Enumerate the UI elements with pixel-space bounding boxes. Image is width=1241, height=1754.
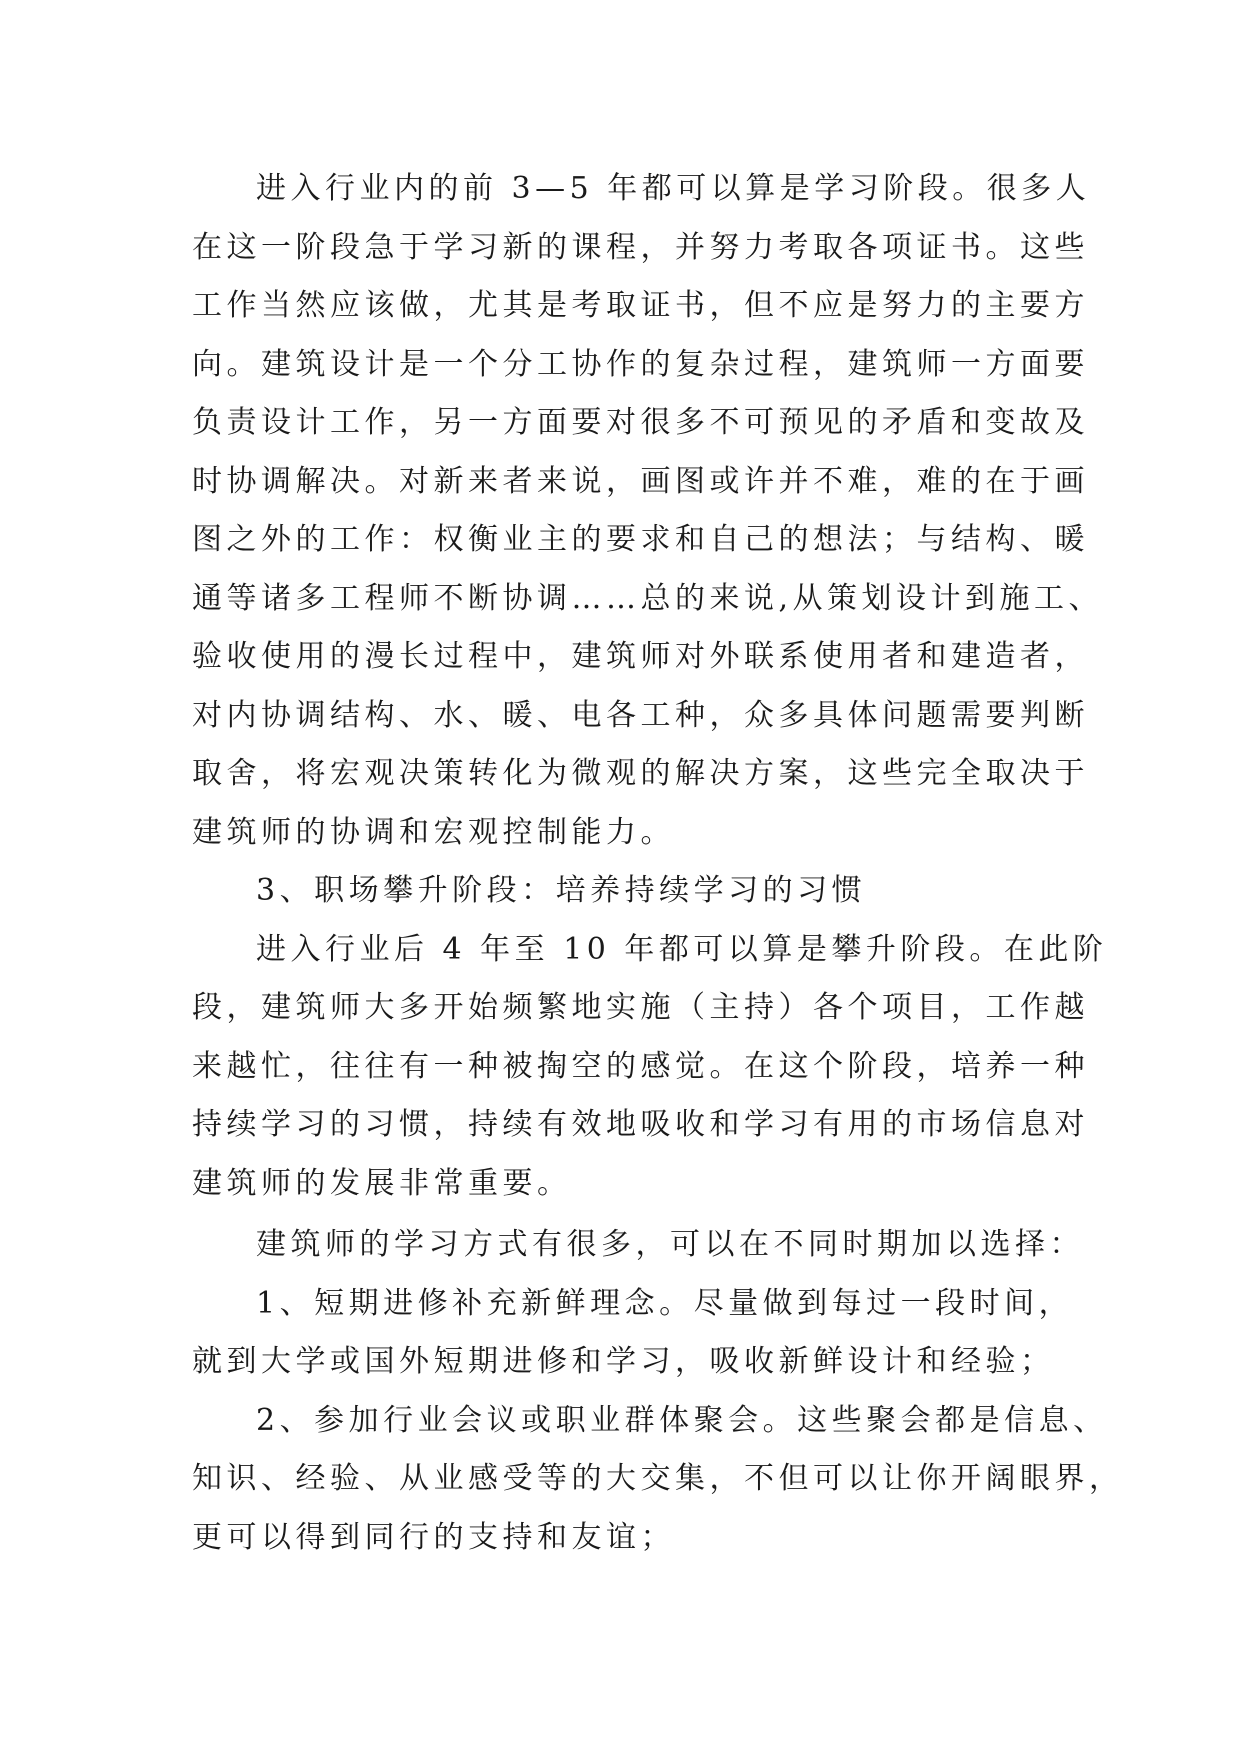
text-line: 就到大学或国外短期进修和学习，吸收新鲜设计和经验； bbox=[192, 1344, 1055, 1379]
document-body bbox=[192, 160, 1124, 1567]
list-item: 2、参加行业会议或职业群体聚会。这些聚会都是信息、 bbox=[256, 1402, 1108, 1438]
text-line: 知识、经验、从业感受等的大交集，不但可以让你开阔眼界， bbox=[192, 1461, 1124, 1496]
text-line: 验收使用的漫长过程中，建筑师对外联系使用者和建造者， bbox=[192, 639, 1089, 674]
text-line: 进入行业后 4 年至 10 年都可以算是攀升阶段。在此阶 bbox=[256, 931, 1108, 967]
text-line: 持续学习的习惯，持续有效地吸收和学习有用的市场信息对 bbox=[192, 1107, 1089, 1142]
text-line: 图之外的工作：权衡业主的要求和自己的想法；与结构、暖 bbox=[192, 522, 1089, 557]
text-line: 负责设计工作，另一方面要对很多不可预见的矛盾和变故及 bbox=[192, 405, 1089, 440]
text-line: 在这一阶段急于学习新的课程，并努力考取各项证书。这些 bbox=[192, 229, 1089, 265]
text-line: 取舍，将宏观决策转化为微观的解决方案，这些完全取决于 bbox=[192, 756, 1089, 791]
text-line: 对内协调结构、水、暖、电各工种，众多具体问题需要判断 bbox=[192, 697, 1089, 733]
list-item: 1、短期进修补充新鲜理念。尽量做到每过一段时间， bbox=[256, 1285, 1074, 1321]
text-line: 时协调解决。对新来者来说，画图或许并不难，难的在于画 bbox=[192, 463, 1089, 499]
text-line: 进入行业内的前 3—5 年都可以算是学习阶段。很多人 bbox=[256, 171, 1091, 206]
text-line: 向。建筑设计是一个分工协作的复杂过程，建筑师一方面要 bbox=[192, 346, 1089, 382]
section-heading: 3、职场攀升阶段：培养持续学习的习惯 bbox=[256, 873, 867, 908]
text-line: 建筑师的协调和宏观控制能力。 bbox=[192, 814, 675, 850]
text-line: 建筑师的学习方式有很多，可以在不同时期加以选择： bbox=[256, 1227, 1084, 1262]
text-line: 建筑师的发展非常重要。 bbox=[192, 1165, 572, 1201]
text-line: 段，建筑师大多开始频繁地实施（主持）各个项目，工作越 bbox=[192, 990, 1089, 1025]
text-line: 更可以得到同行的支持和友谊； bbox=[192, 1519, 675, 1555]
text-line: 来越忙，往往有一种被掏空的感觉。在这个阶段，培养一种 bbox=[192, 1048, 1089, 1084]
text-line: 工作当然应该做，尤其是考取证书，但不应是努力的主要方 bbox=[192, 288, 1089, 323]
text-line: 通等诸多工程师不断协调……总的来说,从策划设计到施工、 bbox=[192, 580, 1104, 616]
